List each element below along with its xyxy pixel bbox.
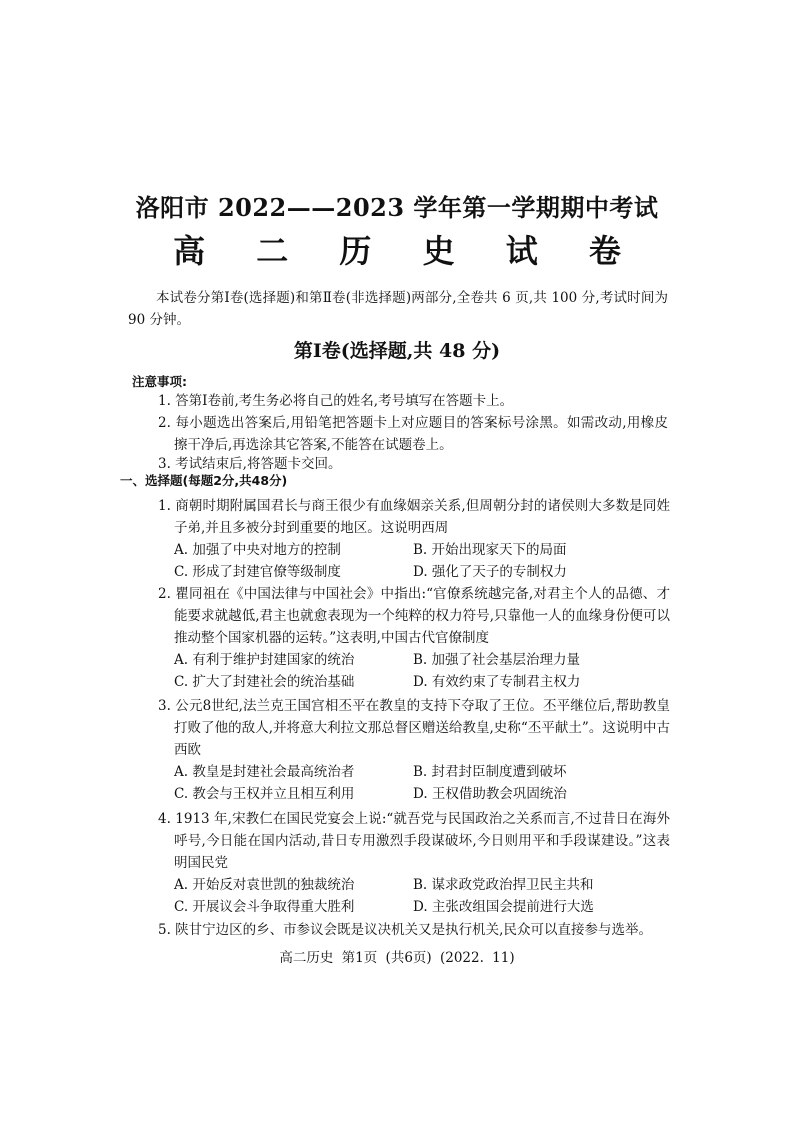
question-stem: 2. 瞿同祖在《中国法律与中国社会》中指出:“官僚系统越完备,对君主个人的品德、才能要求就越低,君主也就愈表现为一个纯粹的权力符号,只靠他一人的血缘身份便可以推动整个国家机器的运转。”这表明,中国古代官僚制度	[158, 586, 670, 646]
question-4	[158, 808, 670, 918]
note-item	[158, 390, 668, 412]
note-text: 1. 答第Ⅰ卷前,考生务必将自己的姓名,考号填写在答题卡上。	[158, 393, 514, 409]
note-text: 3. 考试结束后,将答题卡交回。	[158, 456, 342, 472]
note-item	[158, 412, 668, 456]
question-options	[158, 761, 670, 805]
notes-heading: 注意事项:	[132, 374, 187, 389]
question-options	[158, 649, 670, 693]
option-a: A. 有利于维护封建国家的统治	[174, 652, 355, 668]
option-c: C. 形成了封建官僚等级制度	[174, 564, 341, 580]
option-b: B. 谋求政党政治捍卫民主共和	[413, 877, 594, 893]
page-footer: 高二历史 第1页 (共6页) (2022. 11)	[279, 950, 515, 966]
option-b: B. 加强了社会基层治理力量	[413, 652, 581, 668]
option-c: C. 开展议会斗争取得重大胜利	[174, 899, 355, 915]
option-a: A. 加强了中央对地方的控制	[174, 542, 341, 558]
note-item	[158, 453, 668, 475]
note-text: 2. 每小题选出答案后,用铅笔把答题卡上对应题目的答案标号涂黑。如需改动,用橡皮擦干净后,再选涂其它答案,不能答在试题卷上。	[158, 415, 668, 453]
option-d: D. 有效约束了专制君主权力	[413, 674, 581, 690]
option-b: B. 封君封臣制度遭到破坏	[413, 764, 567, 780]
option-d: D. 主张改组国会提前进行大选	[413, 899, 594, 915]
option-c: C. 扩大了封建社会的统治基础	[174, 674, 355, 690]
question-stem: 3. 公元8世纪,法兰克王国宫相丕平在教皇的支持下夺取了王位。丕平继位后,帮助教皇打败了他的敌人,并将意大利拉文那总督区赠送给教皇,史称“丕平献土”。这说明中古西欧	[158, 698, 670, 758]
exam-title: 洛阳市 2022——2023 学年第一学期期中考试	[135, 193, 659, 222]
exam-subtitle: 高 二 历 史 试 卷	[173, 232, 641, 270]
question-5	[158, 919, 670, 941]
question-stem: 4. 1913 年,宋教仁在国民党宴会上说:“就吾党与民国政治之关系而言,不过昔日在海外呼号,今日能在国内活动,昔日专用激烈手段谋破坏,今日则用平和手段谋建设。”这表明国民党	[158, 811, 670, 871]
question-options	[158, 874, 670, 918]
option-a: A. 开始反对袁世凯的独裁统治	[174, 877, 355, 893]
option-b: B. 开始出现家天下的局面	[413, 542, 567, 558]
question-stem: 1. 商朝时期附属国君长与商王很少有血缘姻亲关系,但周朝分封的诸侯则大多数是同姓子弟,并且多被分封到重要的地区。这说明西周	[158, 498, 670, 536]
option-c: C. 教会与王权并立且相互利用	[174, 786, 355, 802]
question-3	[158, 695, 670, 805]
question-stem: 5. 陕甘宁边区的乡、市参议会既是议决机关又是执行机关,民众可以直接参与选举。	[158, 922, 652, 938]
option-d: D. 强化了天子的专制权力	[413, 564, 567, 580]
section-title: 第Ⅰ卷(选择题,共 48 分)	[293, 340, 501, 362]
question-1	[158, 495, 670, 583]
question-options	[158, 539, 670, 583]
multiple-choice-heading: 一、选择题(每题2分,共48分)	[120, 473, 288, 488]
intro-paragraph: 本试卷分第Ⅰ卷(选择题)和第Ⅱ卷(非选择题)两部分,全卷共 6 页,共 100 分,考试时间为 90 分钟。	[128, 290, 668, 328]
option-a: A. 教皇是封建社会最高统治者	[174, 764, 355, 780]
question-2	[158, 583, 670, 693]
option-d: D. 王权借助教会巩固统治	[413, 786, 567, 802]
